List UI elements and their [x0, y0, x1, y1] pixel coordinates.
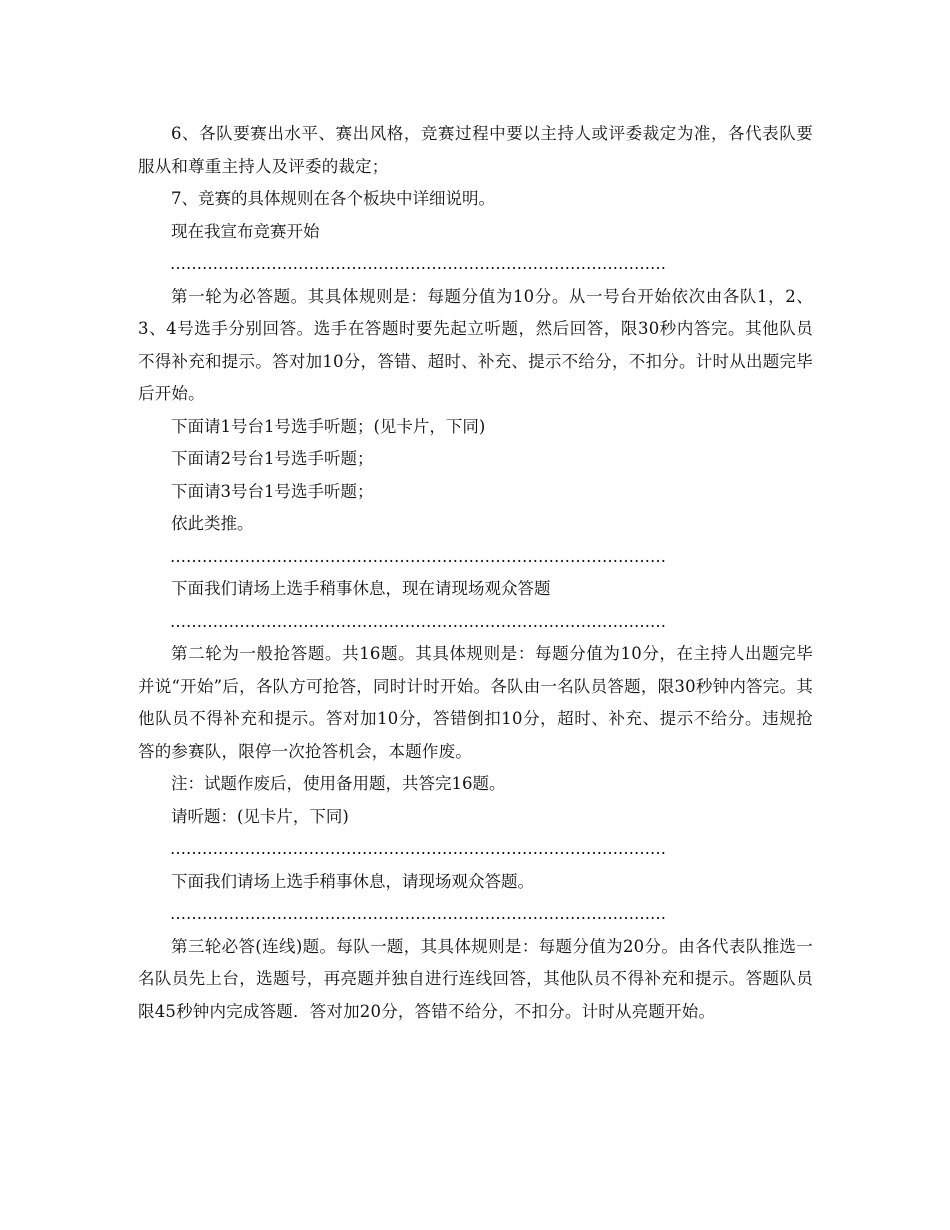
round-two-listen: 请听题：(见卡片，下同) — [171, 806, 349, 826]
separator-dots: ………………………………………………………………………………… — [170, 254, 666, 273]
document-body — [138, 118, 813, 1028]
rule-paragraph-6: 6、各队要赛出水平、赛出风格，竞赛过程中要以主持人或评委裁定为准，各代表队要服从和尊重主持人及评委的裁定； — [138, 124, 813, 176]
separator-dots: ………………………………………………………………………………… — [170, 546, 666, 566]
audience-break-1: 下面我们请场上选手稍事休息，现在请现场观众答题 — [171, 579, 551, 598]
round-one-call-3: 下面请3号台1号选手听题； — [171, 481, 374, 501]
round-two-note: 注：试题作废后，使用备用题，共答完16题。 — [171, 774, 506, 793]
separator-dots: ………………………………………………………………………………… — [170, 904, 666, 923]
separator-dots: ………………………………………………………………………………… — [170, 839, 666, 858]
audience-break-2: 下面我们请场上选手稍事休息，请现场观众答题。 — [171, 871, 534, 891]
round-one-etc: 依此类推。 — [171, 514, 254, 533]
separator-dots: ………………………………………………………………………………… — [170, 611, 666, 631]
round-one-call-2: 下面请2号台1号选手听题； — [171, 449, 374, 468]
round-one-call-1: 下面请1号台1号选手听题；(见卡片，下同) — [171, 416, 486, 436]
competition-start-announcement: 现在我宣布竞赛开始 — [171, 221, 320, 241]
round-three-rules: 第三轮必答(连线)题。每队一题，其具体规则是：每题分值为20分。由各代表队推选一名队员先上台，选题号，再亮题并独自进行连线回答，其他队员不得补充和提示。答题队员限45秒钟内完成答题．答对加20分，答错不给分，不扣分。计时从亮题开始。 — [138, 936, 813, 1021]
rule-paragraph-7: 7、竞赛的具体规则在各个板块中详细说明。 — [171, 189, 495, 208]
round-two-rules: 第二轮为一般抢答题。共16题。其具体规则是：每题分值为10分，在主持人出题完毕并说“开始”后，各队方可抢答，同时计时开始。各队由一名队员答题，限30秒钟内答完。其他队员不得补充和提示。答对加10分，答错倒扣10分，超时、补充、提示不给分。违规抢答的参赛队，限停一次抢答机会，本题作废。 — [138, 644, 813, 761]
round-one-rules: 第一轮为必答题。其具体规则是：每题分值为10分。从一号台开始依次由各队1，2、3、4号选手分别回答。选手在答题时要先起立听题，然后回答，限30秒内答完。其他队员不得补充和提示。答对加10分，答错、超时、补充、提示不给分，不扣分。计时从出题完毕后开始。 — [138, 286, 813, 403]
